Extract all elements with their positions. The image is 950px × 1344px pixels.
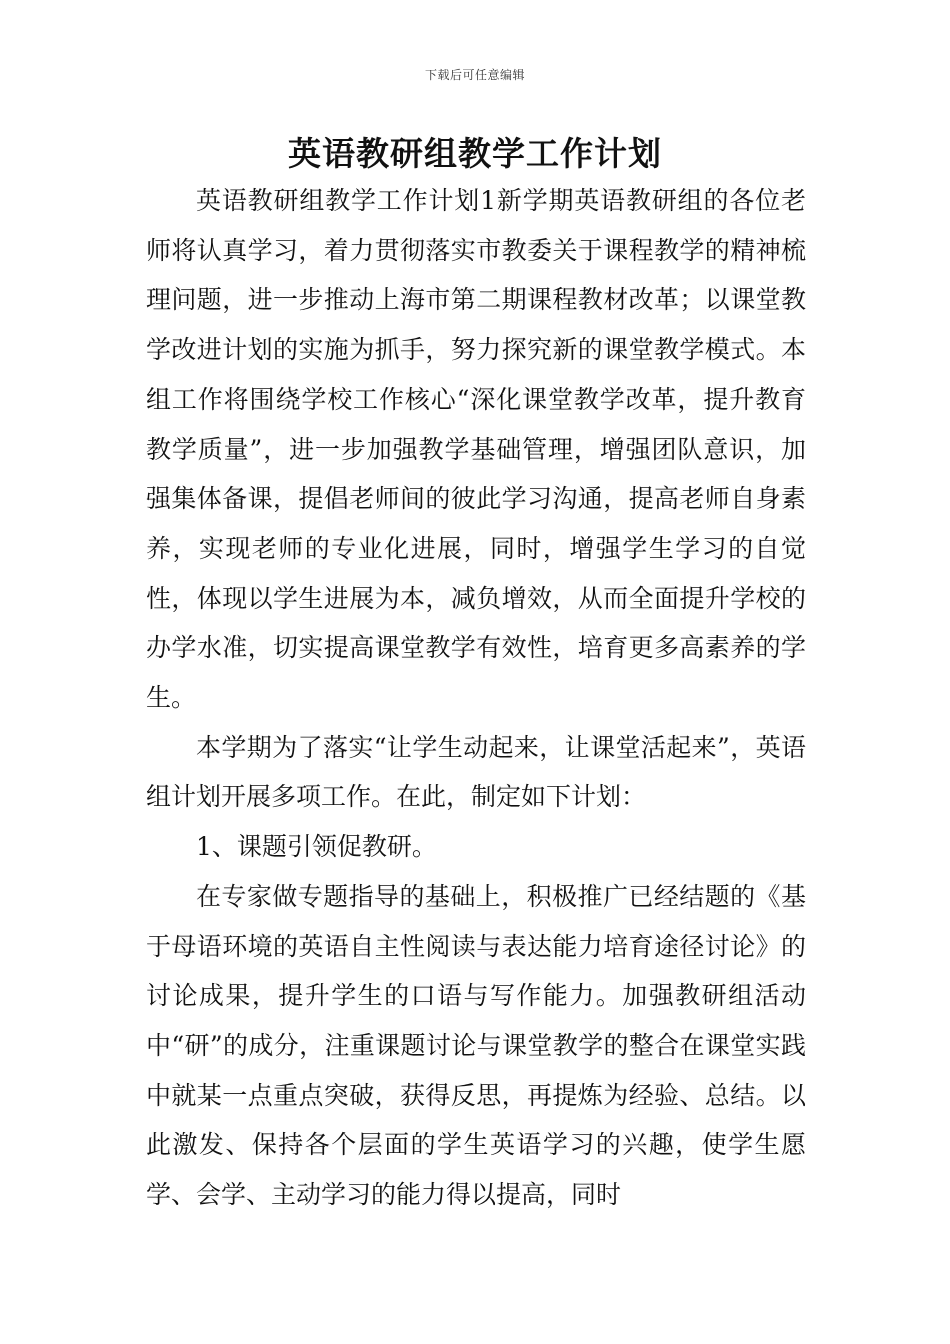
paragraph-intro: 英语教研组教学工作计划1新学期英语教研组的各位老师将认真学习，着力贯彻落实市教委关于课程教学的精神梳理问题，进一步推动上海市第二期课程教材改革；以课堂教学改进计划的实施为抓手，努力探究新的课堂教学模式。本组工作将围绕学校工作核心“深化课堂教学改革，提升教育教学质量”，进一步加强教学基础管理，增强团队意识，加强集体备课，提倡老师间的彼此学习沟通，提高老师自身素养，实现老师的专业化进展，同时，增强学生学习的自觉性，体现以学生进展为本，减负增效，从而全面提升学校的办学水准，切实提高课堂教学有效性，培育更多高素养的学生。	[146, 186, 806, 713]
paragraph-research: 在专家做专题指导的基础上，积极推广已经结题的《基于母语环境的英语自主性阅读与表达能力培育途径讨论》的讨论成果，提升学生的口语与写作能力。加强教研组活动中“研”的成分，注重课题讨论与课堂教学的整合在课堂实践中就某一点重点突破，获得反思，再提炼为经验、总结。以此激发、保持各个层面的学生英语学习的兴趣，使学生愿学、会学、主动学习的能力得以提高，同时	[146, 881, 806, 1210]
document-body	[146, 176, 806, 1220]
paragraph-plan-overview: 本学期为了落实“让学生动起来，让课堂活起来”，英语组计划开展多项工作。在此，制定如下计划：	[146, 732, 806, 812]
header-note: 下载后可任意编辑	[424, 68, 525, 82]
document-title: 英语教研组教学工作计划	[288, 134, 662, 173]
section-heading-1: 1、课题引领促教研。	[196, 832, 437, 862]
